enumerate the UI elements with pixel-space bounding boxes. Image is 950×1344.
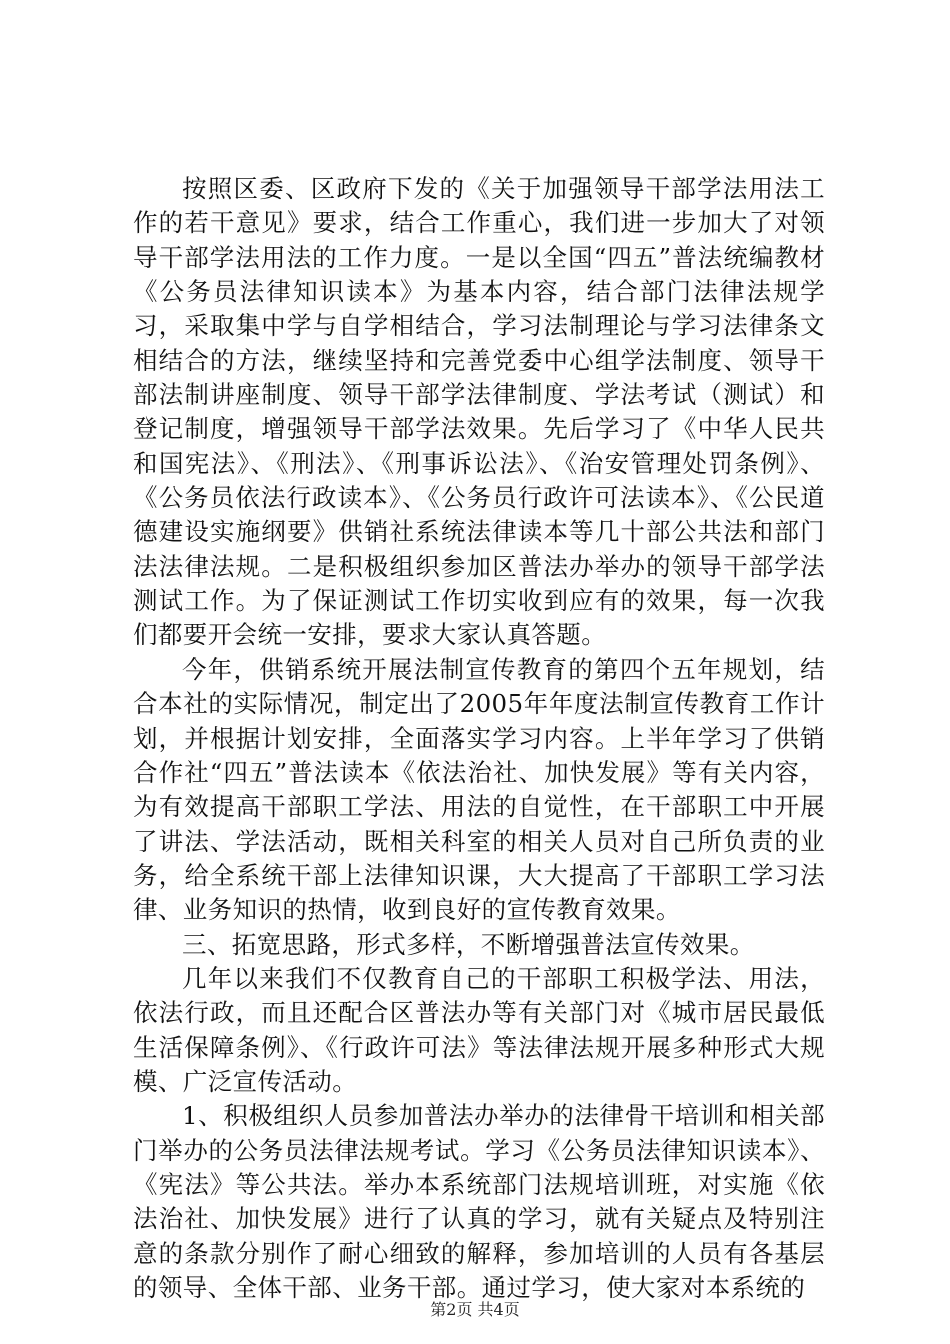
document-body [133,172,825,1305]
paragraph-1: 按照区委、区政府下发的《关于加强领导干部学法用法工作的若干意见》要求，结合工作重心，我们进一步加大了对领导干部学法用法的工作力度。一是以全国“四五”普法统编教材《公务员法律知识读本》为基本内容，结合部门法律法规学习，采取集中学与自学相结合，学习法制理论与学习法律条文相结合的方法，继续坚持和完善党委中心组学法制度、领导干部法制讲座制度、领导干部学法律制度、学法考试（测试）和登记制度，增强领导干部学法效果。先后学习了《中华人民共和国宪法》、《刑法》、《刑事诉讼法》、《治安管理处罚条例》、《公务员依法行政读本》、《公务员行政许可法读本》、《公民道德建设实施纲要》供销社系统法律读本等几十部公共法和部门法法律法规。二是积极组织参加区普法办举办的领导干部学法测试工作。为了保证测试工作切实收到应有的效果，每一次我们都要开会统一安排，要求大家认真答题。 [133,174,825,650]
paragraph-3-section-heading: 三、拓宽思路，形式多样，不断增强普法宣传效果。 [182,929,755,959]
paragraph-2: 今年，供销系统开展法制宣传教育的第四个五年规划，结合本社的实际情况，制定出了2005年年度法制宣传教育工作计划，并根据计划安排，全面落实学习内容。上半年学习了供销合作社“四五”普法读本《依法治社、加快发展》等有关内容，为有效提高干部职工学法、用法的自觉性，在干部职工中开展了讲法、学法活动，既相关科室的相关人员对自己所负责的业务，给全系统干部上法律知识课，大大提高了干部职工学习法律、业务知识的热情，收到良好的宣传教育效果。 [133,654,825,925]
page-number-footer: 第2页 共4页 [430,1300,520,1319]
paragraph-4: 几年以来我们不仅教育自己的干部职工积极学法、用法，依法行政，而且还配合区普法办等有关部门对《城市居民最低生活保障条例》、《行政许可法》等法律法规开展多种形式大规模、广泛宣传活动。 [133,963,825,1096]
paragraph-5: 1、积极组织人员参加普法办举办的法律骨干培训和相关部门举办的公务员法律法规考试。学习《公务员法律知识读本》、《宪法》等公共法。举办本系统部门法规培训班，对实施《依法治社、加快发展》进行了认真的学习，就有关疑点及特别注意的条款分别作了耐心细致的解释，参加培训的人员有各基层的领导、全体干部、业务干部。通过学习，使大家对本系统的 [133,1101,825,1302]
